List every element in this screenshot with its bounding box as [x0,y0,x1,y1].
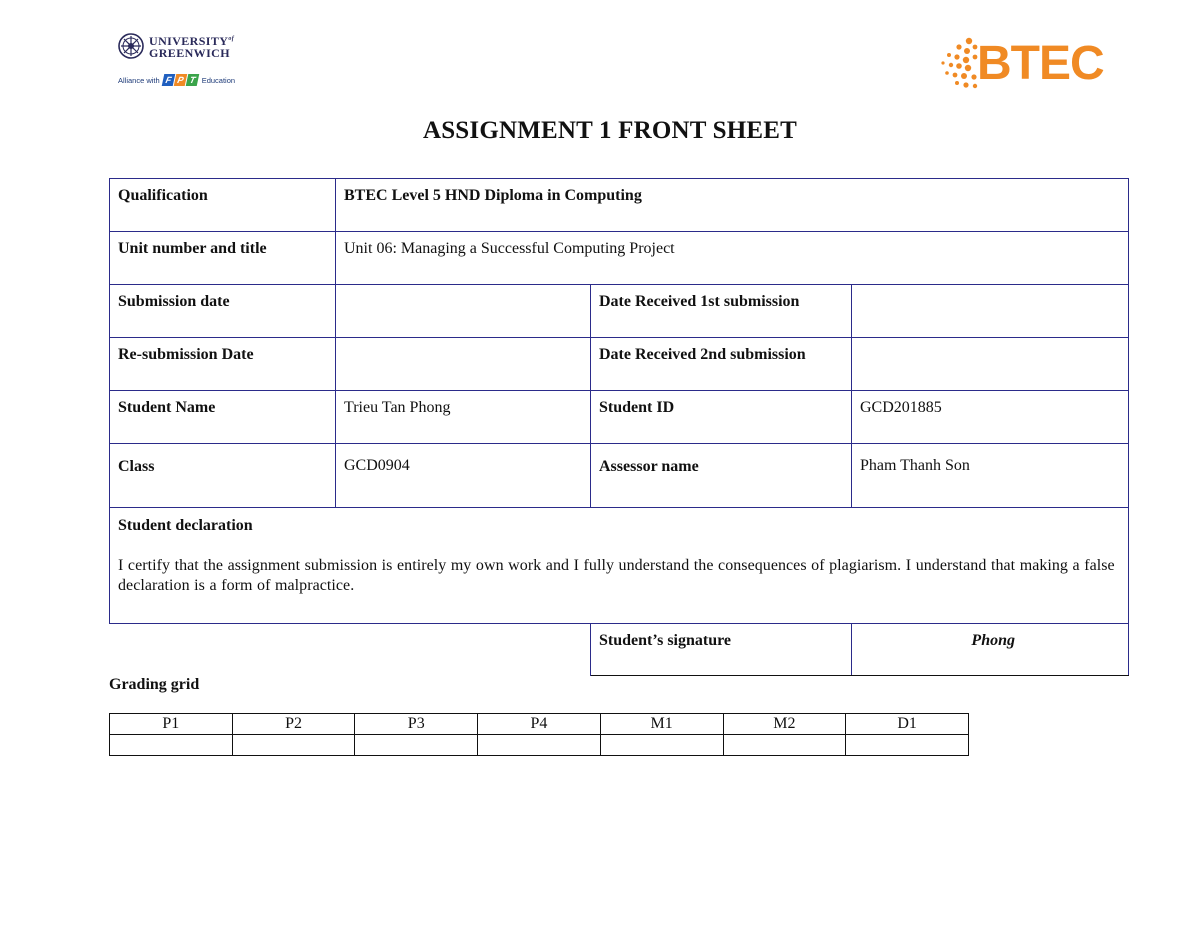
fpt-letter-t: T [185,74,199,86]
date-received-1-value[interactable] [852,285,1129,338]
unit-value: Unit 06: Managing a Successful Computing Project [336,232,1129,285]
criterion-p4: P4 [478,714,601,735]
fpt-logo [163,74,199,86]
submission-row [110,285,1129,338]
submission-date-value[interactable] [336,285,591,338]
grading-result-row [110,735,969,756]
grade-m2[interactable] [723,735,846,756]
signature-spacer [110,624,591,676]
submission-date-label: Submission date [110,285,336,338]
resubmission-row [110,338,1129,391]
criterion-p1: P1 [110,714,233,735]
class-row [110,444,1129,508]
grading-criteria-row [110,714,969,735]
declaration-heading: Student declaration [118,517,253,534]
declaration-row [110,508,1129,624]
date-received-1-label: Date Received 1st submission [591,285,852,338]
unit-label: Unit number and title [110,232,336,285]
signature-value[interactable]: Phong [852,624,1129,676]
uog-line2: GREENWICH [149,46,230,60]
university-of-greenwich-logo [118,33,258,103]
class-label: Class [110,444,336,508]
qualification-label: Qualification [110,179,336,232]
declaration-cell [110,508,1129,624]
unit-row [110,232,1129,285]
fpt-letter-f: F [161,74,175,86]
front-sheet-table [109,178,1129,676]
class-value[interactable]: GCD0904 [336,444,591,508]
resubmission-date-label: Re-submission Date [110,338,336,391]
criterion-m1: M1 [600,714,723,735]
student-name-value[interactable]: Trieu Tan Phong [336,391,591,444]
btec-wordmark: BTEC [977,36,1104,90]
date-received-2-label: Date Received 2nd submission [591,338,852,391]
grade-d1[interactable] [846,735,969,756]
uog-of: of [228,36,235,42]
grade-p3[interactable] [355,735,478,756]
criterion-p2: P2 [232,714,355,735]
criterion-p3: P3 [355,714,478,735]
grade-p1[interactable] [110,735,233,756]
page-title: ASSIGNMENT 1 FRONT SHEET [422,117,798,144]
grading-grid-table [109,713,969,756]
student-row [110,391,1129,444]
date-received-2-value[interactable] [852,338,1129,391]
student-id-label: Student ID [591,391,852,444]
btec-dots-icon [935,35,979,91]
grading-grid-heading: Grading grid [109,676,200,693]
qualification-row [110,179,1129,232]
qualification-value: BTEC Level 5 HND Diploma in Computing [336,179,1129,232]
btec-logo [935,28,1125,98]
student-id-value[interactable]: GCD201885 [852,391,1129,444]
assessor-label: Assessor name [591,444,852,508]
uog-line1: UNIVERSITY [149,34,229,48]
grade-p2[interactable] [232,735,355,756]
criterion-m2: M2 [723,714,846,735]
student-name-label: Student Name [110,391,336,444]
declaration-text: I certify that the assignment submission is entirely my own work and I fully understand the consequences of plagiarism. I understand that making a false declaration is a form of malpractice. [118,557,1115,594]
alliance-text: Alliance with [118,75,160,85]
grade-p4[interactable] [478,735,601,756]
fpt-letter-p: P [173,74,187,86]
education-text: Education [201,75,236,85]
signature-label: Student’s signature [591,624,852,676]
greenwich-crest-icon [118,33,144,59]
grade-m1[interactable] [600,735,723,756]
assessor-value[interactable]: Pham Thanh Son [852,444,1129,508]
resubmission-date-value[interactable] [336,338,591,391]
criterion-d1: D1 [846,714,969,735]
signature-row [110,624,1129,676]
